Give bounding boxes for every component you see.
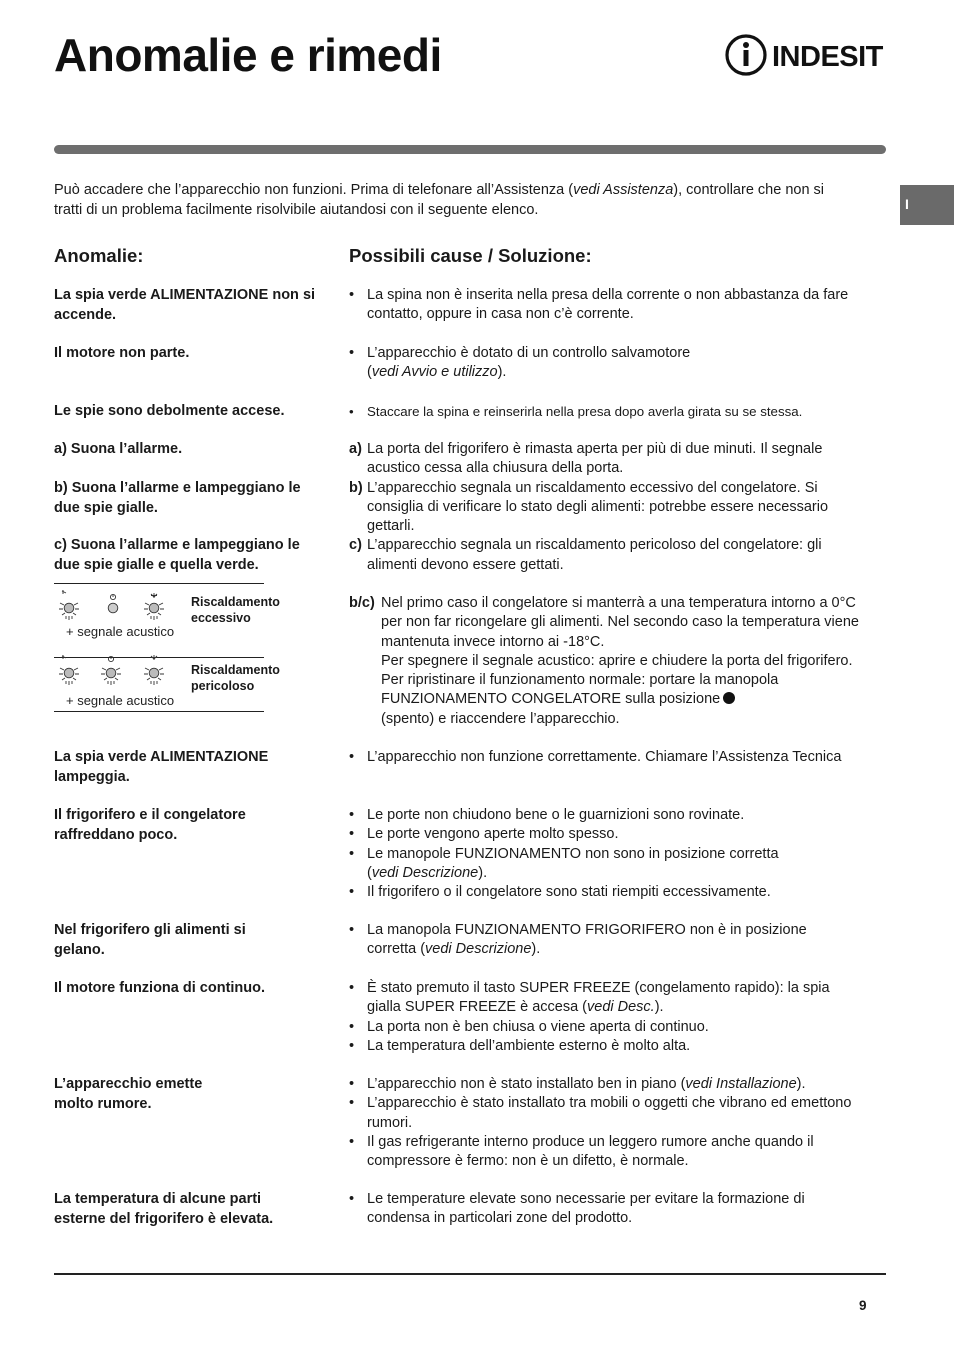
cause-block [349, 344, 859, 383]
anomaly-label: a) Suona l’allarme. [54, 441, 183, 457]
panel-caption: Riscaldamento pericoloso [191, 663, 280, 693]
cause-item-b: b) L’apparecchio segnala un riscaldamento eccessivo del congelatore. Si consiglia di verificare lo stato degli alimenti: potrebbe essere necessario gettarli. [349, 479, 829, 535]
panel-note: + segnale acustico [66, 693, 175, 708]
cause-bullet: • La temperatura dell’ambiente esterno è molto alta. [349, 1037, 859, 1056]
anomalies-heading: Anomalie: [54, 245, 144, 266]
top-rule [54, 145, 886, 154]
cause-block-abc [349, 440, 859, 575]
svg-text:INDESIT: INDESIT [772, 41, 883, 73]
cause-item-a: a) La porta del frigorifero è rimasta aperta per più di due minuti. Il segnale acustico cessa alla chiusura della porta. [349, 441, 823, 477]
anomaly-label: Il motore funziona di continuo. [54, 980, 266, 996]
cause-block [349, 1190, 859, 1229]
language-tab: I [900, 185, 954, 225]
causes-heading: Possibili cause / Soluzione: [349, 245, 592, 266]
bottom-rule [54, 1273, 886, 1275]
cause-bullet: • Le porte vengono aperte molto spesso. [349, 825, 859, 844]
indicator-lights-icon [54, 589, 184, 625]
anomaly-label: Il frigorifero e il congelatore raffreddano poco. [54, 807, 246, 843]
off-position-icon [723, 692, 735, 704]
anomaly-label: La spia verde ALIMENTAZIONE lampeggia. [54, 749, 269, 785]
cause-item-c: c) L’apparecchio segnala un riscaldamento pericoloso del congelatore: gli alimenti devono essere gettati. [349, 537, 822, 573]
cause-bullet: • Le manopole FUNZIONAMENTO non sono in posizione corretta (vedi Descrizione). [349, 845, 859, 884]
cause-block [349, 748, 859, 767]
cause-bullet: • L’apparecchio non funzione correttamente. Chiamare l’Assistenza Tecnica [349, 748, 859, 767]
anomaly-label: Il motore non parte. [54, 345, 190, 361]
indesit-logo [724, 32, 888, 78]
anomaly-label: Nel frigorifero gli alimenti si gelano. [54, 922, 246, 958]
cause-bullet: • L’apparecchio è dotato di un controllo salvamotore (vedi Avvio e utilizzo). [349, 344, 859, 383]
cause-bullet: • Le temperature elevate sono necessarie per evitare la formazione di condensa in particolari zone del prodotto. [349, 1190, 859, 1229]
cause-item-bc: b/c) Nel primo caso il congelatore si manterrà a una temperatura intorno a 0°C per non far ricongelare gli alimenti. Nel secondo caso la temperatura viene mantenuta invece intorno ai -18°C. Per spegnere il segnale acustico: aprire e chiudere la porta del frigorifero. Per ripristinare il funzionamento normale: portare la manopola FUNZIONAMENTO CONGELATORE sulla posizione (spento) e riaccendere l’apparecchio. [349, 595, 859, 727]
cause-bullet: • La porta non è ben chiusa o viene aperta di continuo. [349, 1018, 859, 1037]
anomaly-label: La temperatura di alcune parti esterne del frigorifero è elevata. [54, 1191, 274, 1227]
cause-bullet: • Il frigorifero o il congelatore sono stati riempiti eccessivamente. [349, 883, 859, 902]
cause-bullet: • La manopola FUNZIONAMENTO FRIGORIFERO non è in posizione corretta (vedi Descrizione). [349, 921, 859, 960]
anomaly-label: Le spie sono debolmente accese. [54, 403, 285, 419]
cause-bullet: • La spina non è inserita nella presa della corrente o non abbastanza da fare contatto, oppure in casa non c’è corrente. [349, 286, 859, 325]
cause-bullet: • Staccare la spina e reinserirla nella presa dopo averla girata su se stessa. [349, 402, 859, 421]
cause-block [349, 402, 859, 421]
cause-block [349, 979, 859, 1056]
cause-bullet: • L’apparecchio non è stato installato ben in piano (vedi Installazione). [349, 1075, 859, 1094]
anomaly-label: c) Suona l’allarme e lampeggiano le due spie gialle e quella verde. [54, 537, 300, 573]
intro-ref: vedi Assistenza [573, 182, 674, 198]
anomaly-label: b) Suona l’allarme e lampeggiano le due spie gialle. [54, 480, 301, 516]
indicator-lights-icon [54, 654, 184, 690]
cause-bullet: • Il gas refrigerante interno produce un leggero rumore anche quando il compressore è fermo: non è un difetto, è normale. [349, 1133, 859, 1172]
anomaly-label: La spia verde ALIMENTAZIONE non si accende. [54, 287, 316, 323]
panel-note: + segnale acustico [66, 624, 175, 639]
cause-bullet: • Le porte non chiudono bene o le guarnizioni sono rovinate. [349, 806, 859, 825]
cause-block [349, 806, 859, 902]
cause-bullet: • È stato premuto il tasto SUPER FREEZE (congelamento rapido): la spia gialla SUPER FREEZE è accesa (vedi Desc.). [349, 979, 859, 1018]
anomaly-label: L’apparecchio emette molto rumore. [54, 1076, 203, 1112]
cause-block [349, 921, 859, 960]
indicator-panel-dangerous [54, 658, 280, 712]
page-title: Anomalie e rimedi [54, 29, 442, 81]
panel-caption: Riscaldamento eccessivo [191, 595, 280, 625]
page-number: 9 [859, 1298, 867, 1313]
intro-paragraph: Può accadere che l’apparecchio non funzioni. Prima di telefonare all’Assistenza (vedi Assistenza), controllare che non si tratti di un problema facilmente risolvibile aiutandosi con il seguente elenco. [54, 182, 825, 218]
cause-block [349, 1075, 859, 1171]
cause-bullet: • L’apparecchio è stato installato tra mobili o oggetti che vibrano ed emettono rumori. [349, 1094, 859, 1133]
cause-block [349, 286, 859, 325]
indicator-panel-excessive [54, 583, 280, 647]
